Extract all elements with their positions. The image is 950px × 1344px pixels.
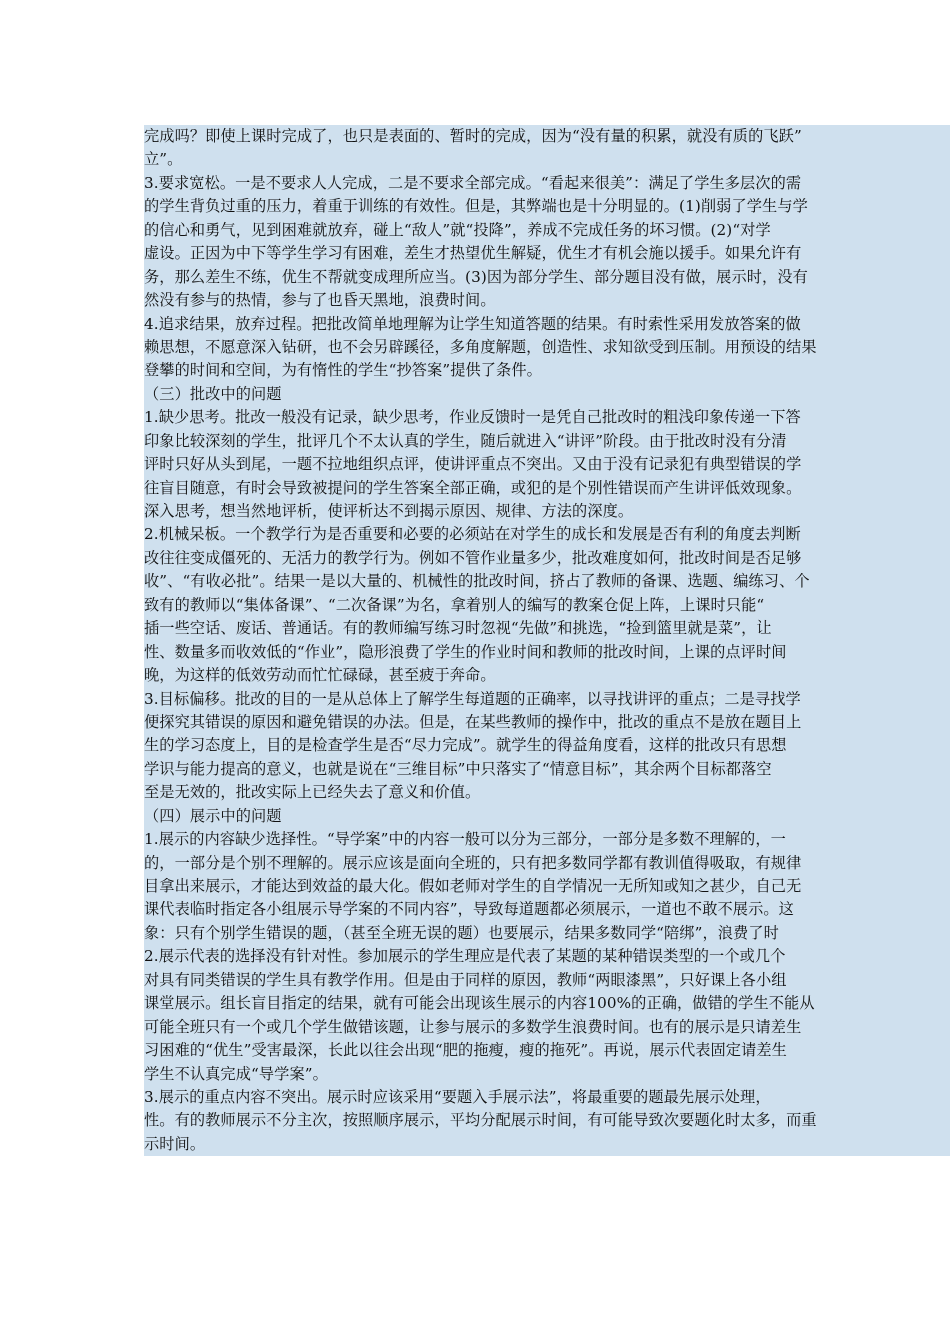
text-line: 学生不认真完成“导学案”。 [144, 1064, 328, 1083]
text-line: 课代表临时指定各小组展示导学案的不同内容”，导致每道题都必须展示，一道也不敢不展示。这 [144, 900, 794, 919]
text-line: 完成吗？即使上课时完成了，也只是表面的、暂时的完成，因为“没有量的积累，就没有质的飞跃” [144, 127, 802, 145]
text-line: 对具有同类错误的学生具有教学作用。但是由于同样的原因，教师“两眼漆黑”，只好课上各小组 [144, 970, 787, 989]
text-line: 示时间。 [144, 1134, 206, 1153]
text-line: 1.展示的内容缺少选择性。“导学案”中的内容一般可以分为三部分，一部分是多数不理解的，一 [144, 830, 786, 849]
text-line: 赖思想，不愿意深入钻研，也不会另辟蹊径，多角度解题，创造性、求知欲受到压制。用预设的结果 [144, 337, 817, 356]
text-line: 登攀的时间和空间，为有惰性的学生“抄答案”提供了条件。 [144, 361, 542, 380]
text-line: 生的学习态度上，目的是检查学生是否“尽力完成”。就学生的得益角度看，这样的批改只有思想 [144, 736, 787, 755]
document-text-block [144, 125, 950, 1156]
text-line: 课堂展示。组长盲目指定的结果，就有可能会出现该生展示的内容100%的正确，做错的学生不能从 [144, 994, 815, 1013]
text-line: 的信心和勇气，见到困难就放弃，碰上“敌人”就“投降”，养成不完成任务的坏习惯。(2)“对学 [144, 220, 771, 239]
text-line: 3.目标偏移。批改的目的一是从总体上了解学生每道题的正确率，以寻找讲评的重点；二是寻找学 [144, 689, 801, 708]
text-line: 改往往变成僵死的、无活力的教学行为。例如不管作业量多少，批改难度如何，批改时间是否足够 [144, 548, 802, 567]
text-line: 2.展示代表的选择没有针对性。参加展示的学生理应是代表了某题的某种错误类型的一个或几个 [144, 947, 786, 966]
text-line: 至是无效的，批改实际上已经失去了意义和价值。 [144, 783, 481, 802]
text-line: 2.机械呆板。一个教学行为是否重要和必要的必须站在对学生的成长和发展是否有利的角度去判断 [144, 525, 801, 544]
text-line: 往盲目随意，有时会导致被提问的学生答案全部正确，或犯的是个别性错误而产生讲评低效现象。 [144, 478, 802, 497]
text-line: 性。有的教师展示不分主次，按照顺序展示，平均分配展示时间，有可能导致次要题化时太多，而重 [144, 1111, 817, 1130]
text-line: 3.展示的重点内容不突出。展示时应该采用“要题入手展示法”，将最重要的题最先展示处理， [144, 1087, 771, 1106]
text-line: 便探究其错误的原因和避免错误的办法。但是，在某些教师的操作中，批改的重点不是放在题目上 [144, 712, 802, 731]
text-line: 1.缺少思考。批改一般没有记录，缺少思考，作业反馈时一是凭自己批改时的粗浅印象传递一下答 [144, 408, 801, 427]
text-line: 深入思考，想当然地评析，使评析达不到揭示原因、规律、方法的深度。 [144, 502, 634, 520]
text-line: 学识与能力提高的意义，也就是说在“三维目标”中只落实了“情意目标”，其余两个目标都落空 [144, 759, 772, 778]
text-line: 3.要求宽松。一是不要求人人完成，二是不要求全部完成。“看起来很美”：满足了学生多层次的需 [144, 173, 802, 192]
text-line: 4.追求结果，放弃过程。把批改简单地理解为让学生知道答题的结果。有时索性采用发放答案的做 [144, 314, 801, 333]
text-line: 评时只好从头到尾，一题不拉地组织点评，使讲评重点不突出。又由于没有记录犯有典型错误的学 [144, 455, 802, 474]
text-line: 象：只有个别学生错误的题，（甚至全班无误的题）也要展示，结果多数同学“陪绑”，浪费了时 [144, 923, 779, 942]
text-line: 印象比较深刻的学生，批评几个不太认真的学生，随后就进入“讲评”阶段。由于批改时没有分清 [144, 431, 787, 450]
text-line: 收”、“有收必批”。结果一是以大量的、机械性的批改时间，挤占了教师的备课、选题、编练习、个 [144, 572, 810, 591]
text-line: 目拿出来展示，才能达到效益的最大化。假如老师对学生的自学情况一无所知或知之甚少，自己无 [144, 877, 802, 895]
text-line: 致有的教师以“集体备课”、“二次备课”为名，拿着别人的编写的教案仓促上阵，上课时只能“ [144, 595, 765, 614]
text-line: 的学生背负过重的压力，着重于训练的有效性。但是，其弊端也是十分明显的。(1)削弱了学生与学 [144, 197, 808, 216]
text-line: 的，一部分是个别不理解的。展示应该是面向全班的，只有把多数同学都有教训值得吸取，有规律 [144, 853, 802, 872]
text-line: （三）批改中的问题 [144, 384, 282, 403]
text-line: 晚，为这样的低效劳动而忙忙碌碌，甚至疲于奔命。 [144, 666, 496, 685]
text-line: 性、数量多而收效低的“作业”，隐形浪费了学生的作业时间和教师的批改时间，上课的点评时间 [144, 642, 787, 661]
text-line: （四）展示中的问题 [144, 806, 282, 825]
text-line: 虚设。正因为中下等学生学习有困难，差生才热望优生解疑，优生才有机会施以援手。如果允许有 [144, 244, 802, 263]
text-line: 务，那么差生不练，优生不帮就变成理所应当。(3)因为部分学生、部分题目没有做，展示时，没有 [144, 267, 808, 286]
text-line: 立”。 [144, 150, 183, 169]
text-line: 插一些空话、废话、普通话。有的教师编写练习时忽视“先做”和挑选，“捡到篮里就是菜”，让 [144, 619, 772, 638]
text-line: 习困难的“优生”受害最深，长此以往会出现“肥的拖瘦，瘦的拖死”。再说，展示代表固定请差生 [144, 1041, 787, 1060]
text-line: 然没有参与的热情，参与了也昏天黑地，浪费时间。 [144, 291, 496, 310]
text-line: 可能全班只有一个或几个学生做错该题，让参与展示的多数学生浪费时间。也有的展示是只请差生 [144, 1017, 802, 1036]
